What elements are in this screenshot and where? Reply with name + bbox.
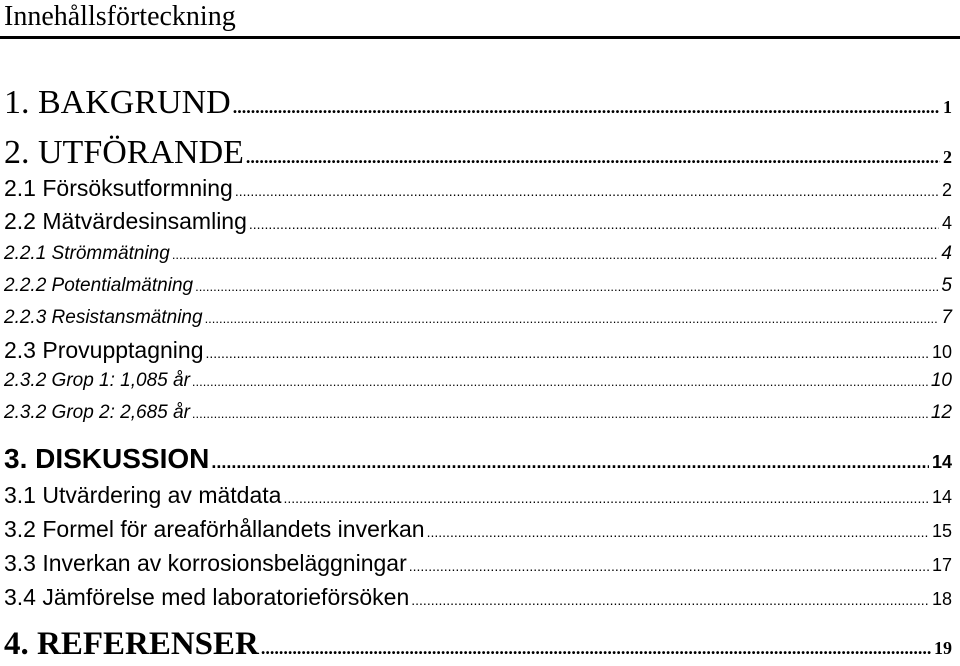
toc-entry-referenser[interactable] (4, 626, 952, 666)
toc-leader-dots (409, 558, 929, 574)
toc-leader-dots (192, 406, 928, 421)
toc-entry-potentialmatning[interactable] (4, 275, 952, 305)
toc-entry-bakgrund[interactable] (4, 84, 952, 124)
toc-leader-dots (172, 247, 939, 262)
toc-entry-page: 2 (941, 180, 952, 200)
toc-entry-label: 2.1 Försöksutformning (4, 175, 233, 201)
toc-entry-forsoksutformning[interactable] (4, 175, 952, 207)
toc-leader-dots (235, 183, 939, 199)
toc-entry-page: 10 (931, 342, 952, 362)
toc-leader-dots (206, 345, 929, 361)
toc-entry-label: 2.3 Provupptagning (4, 337, 204, 363)
toc-entry-page: 19 (934, 638, 952, 658)
toc-entry-strommatning[interactable] (4, 243, 952, 273)
toc-entry-page: 15 (931, 521, 952, 541)
toc-entry-label: 4. REFERENSER (4, 626, 259, 662)
toc-entry-jamforelse[interactable] (4, 584, 952, 616)
toc-entry-label: 2.3.2 Grop 1: 1,085 år (4, 370, 190, 391)
toc-entry-page: 7 (941, 307, 952, 328)
toc-entry-label: 2.2.1 Strömmätning (4, 243, 170, 264)
toc-entry-label: 3.1 Utvärdering av mätdata (4, 482, 282, 508)
toc-entry-page: 17 (931, 555, 952, 575)
toc-entry-page: 5 (941, 275, 952, 296)
toc-entry-utvardering[interactable] (4, 482, 952, 514)
toc-entry-label: 2.2.3 Resistansmätning (4, 307, 203, 328)
toc-leader-dots (192, 374, 928, 389)
toc-entry-label: 3. DISKUSSION (4, 443, 210, 474)
toc-title: Innehållsförteckning (4, 1, 236, 32)
toc-entry-matvardesinsamling[interactable] (4, 208, 952, 240)
toc-entry-diskussion[interactable] (4, 443, 952, 483)
toc-entry-label: 1. BAKGRUND (4, 84, 231, 121)
toc-leader-dots (249, 216, 939, 232)
toc-entry-label: 3.2 Formel för areaförhållandets inverkan (4, 516, 425, 542)
toc-entry-label: 2.2 Mätvärdesinsamling (4, 208, 247, 234)
toc-entry-page: 1 (943, 97, 952, 117)
toc-entry-grop-1[interactable] (4, 370, 952, 400)
toc-leader-dots (195, 279, 938, 294)
toc-entry-provupptagning[interactable] (4, 337, 952, 369)
toc-entry-page: 2 (943, 147, 952, 167)
toc-entry-label: 2.3.2 Grop 2: 2,685 år (4, 402, 190, 423)
toc-entry-label: 2.2.2 Potentialmätning (4, 275, 194, 296)
toc-entry-page: 4 (941, 243, 952, 264)
toc-entry-utforande[interactable] (4, 134, 952, 174)
toc-entry-grop-2[interactable] (4, 402, 952, 432)
toc-entry-page: 14 (931, 487, 952, 507)
toc-entry-page: 10 (930, 370, 952, 391)
toc-entry-page: 14 (931, 452, 952, 472)
toc-entry-page: 4 (941, 213, 952, 233)
toc-entry-korrosion[interactable] (4, 550, 952, 582)
toc-leader-dots (261, 638, 931, 659)
toc-leader-dots (427, 524, 929, 540)
toc-entry-label: 2. UTFÖRANDE (4, 134, 244, 171)
toc-leader-dots (283, 490, 929, 506)
toc-entry-resistansmatning[interactable] (4, 307, 952, 337)
toc-entry-page: 12 (930, 402, 952, 423)
toc-leader-dots (211, 452, 929, 473)
toc-entry-page: 18 (931, 589, 952, 609)
toc-entry-label: 3.3 Inverkan av korrosionsbeläggningar (4, 550, 407, 576)
toc-leader-dots (233, 97, 940, 118)
toc-entry-label: 3.4 Jämförelse med laboratorieförsöken (4, 584, 410, 610)
toc-entry-formel[interactable] (4, 516, 952, 548)
title-divider (0, 36, 960, 39)
toc-leader-dots (411, 592, 929, 608)
toc-leader-dots (246, 147, 940, 168)
toc-leader-dots (205, 311, 939, 326)
